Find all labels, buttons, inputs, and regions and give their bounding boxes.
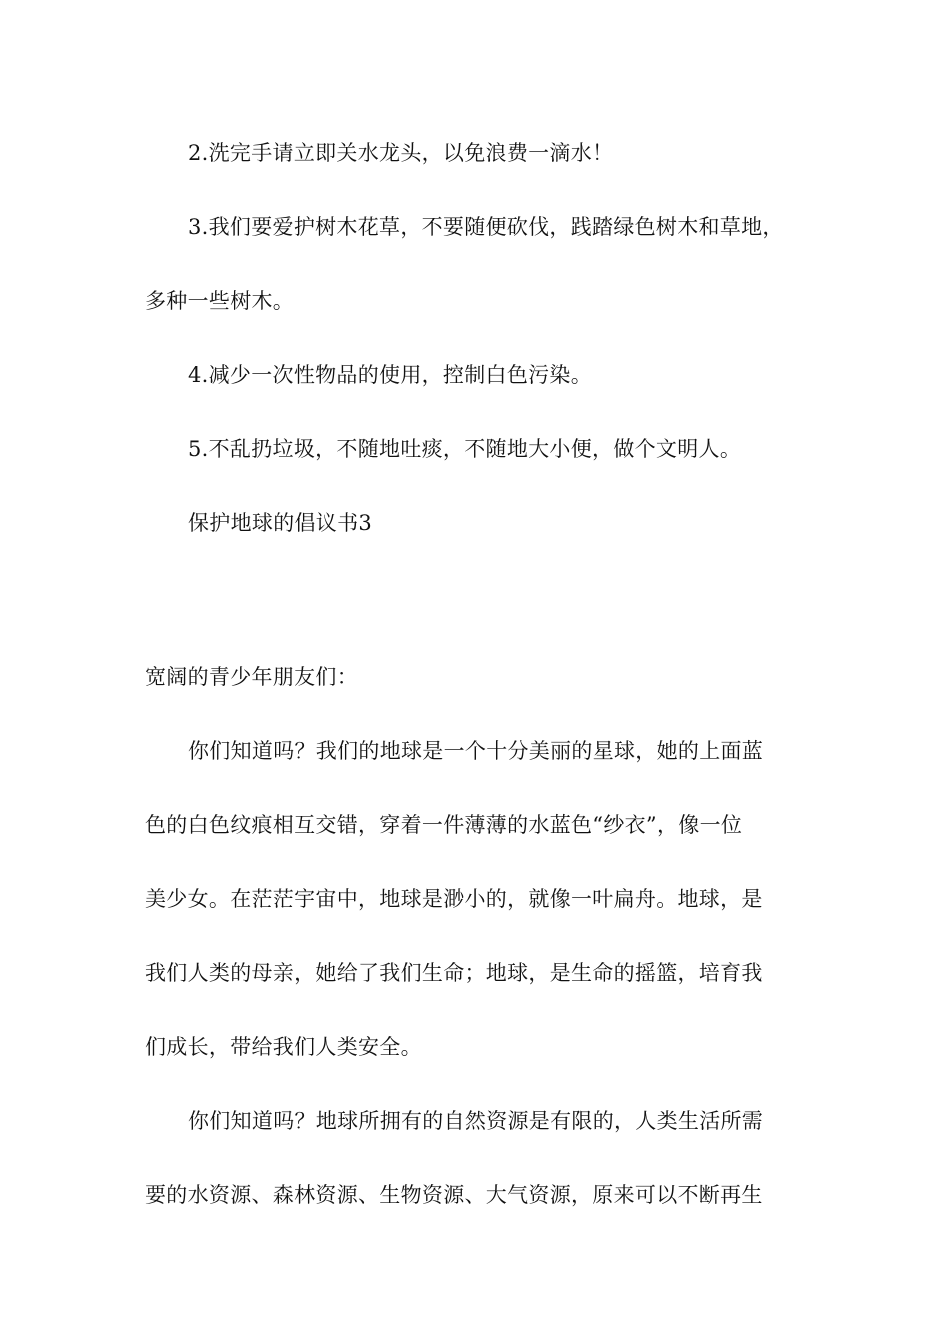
text-line: 要的水资源、森林资源、生物资源、大气资源，原来可以不断再生: [145, 1183, 763, 1207]
text-line: 们成长，带给我们人类安全。: [145, 1035, 422, 1059]
section-heading: 保护地球的倡议书3: [188, 511, 373, 535]
text-line: 多种一些树木。: [145, 289, 295, 313]
text-line: 你们知道吗？我们的地球是一个十分美丽的星球，她的上面蓝: [188, 739, 764, 763]
text-line: 色的白色纹痕相互交错，穿着一件薄薄的水蓝色“纱衣”，像一位: [145, 813, 743, 837]
salutation: 宽阔的青少年朋友们：: [145, 665, 358, 689]
text-line: 4.减少一次性物品的使用，控制白色污染。: [188, 363, 593, 387]
text-line: 美少女。在茫茫宇宙中，地球是渺小的，就像一叶扁舟。地球，是: [145, 887, 763, 911]
text-line: 3.我们要爱护树木花草，不要随便砍伐，践踏绿色树木和草地，: [188, 215, 784, 239]
text-line: 你们知道吗？地球所拥有的自然资源是有限的，人类生活所需: [188, 1109, 764, 1133]
text-line: 5.不乱扔垃圾，不随地吐痰，不随地大小便，做个文明人。: [188, 437, 742, 461]
text-line: 我们人类的母亲，她给了我们生命；地球，是生命的摇篮，培育我: [145, 961, 763, 985]
text-line: 2.洗完手请立即关水龙头，以免浪费一滴水！: [188, 141, 614, 165]
